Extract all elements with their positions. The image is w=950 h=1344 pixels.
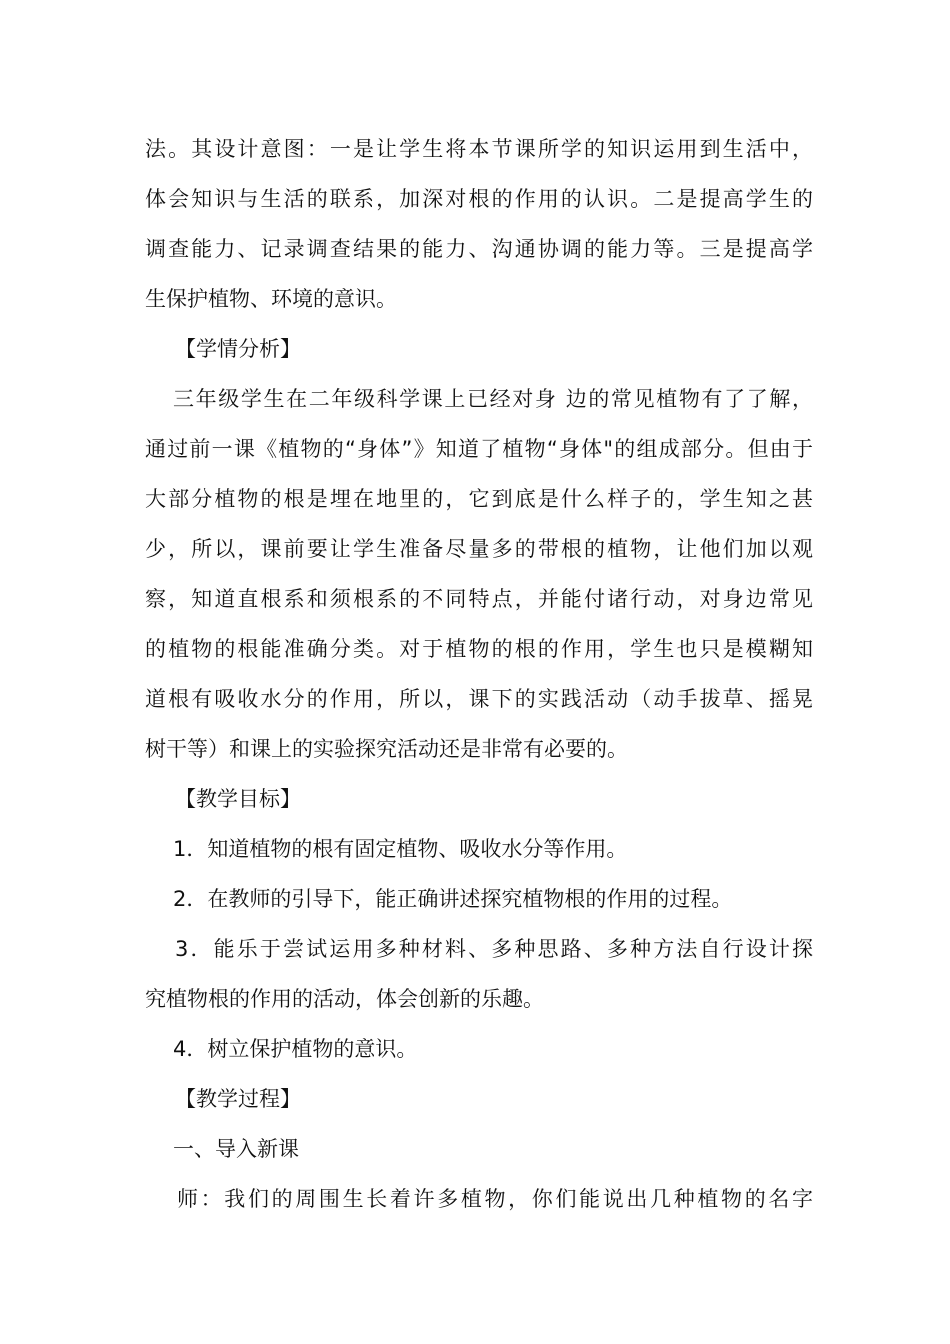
goal-item-4: 4．树立保护植物的意识。 bbox=[173, 1037, 418, 1061]
goal-item-1: 1．知道植物的根有固定植物、吸收水分等作用。 bbox=[173, 837, 628, 861]
paragraph-line: 察，知道直根系和须根系的不同特点，并能付诸行动，对身边常见 bbox=[145, 587, 813, 611]
paragraph-line: 师：我们的周围生长着许多植物，你们能说出几种植物的名字 bbox=[177, 1187, 813, 1211]
paragraph-line: 调查能力、记录调查结果的能力、沟通协调的能力等。三是提高学 bbox=[145, 237, 813, 261]
goal-item-3: 3．能乐于尝试运用多种材料、多种思路、多种方法自行设计探 bbox=[175, 937, 813, 961]
paragraph-line: 生保护植物、环境的意识。 bbox=[145, 287, 397, 311]
paragraph-line: 体会知识与生活的联系，加深对根的作用的认识。二是提高学生的 bbox=[145, 187, 813, 211]
paragraph-line: 大部分植物的根是埋在地里的，它到底是什么样子的，学生知之甚 bbox=[145, 487, 813, 511]
goal-item-2: 2．在教师的引导下，能正确讲述探究植物根的作用的过程。 bbox=[173, 887, 733, 911]
section-heading-teaching-goals: 【教学目标】 bbox=[175, 787, 301, 811]
subsection-heading-introduction: 一、导入新课 bbox=[173, 1137, 299, 1161]
section-heading-learning-analysis: 【学情分析】 bbox=[175, 337, 301, 361]
paragraph-line: 通过前一课《植物的“身体”》知道了植物“身体"的组成部分。但由于 bbox=[145, 437, 813, 461]
paragraph-line: 的植物的根能准确分类。对于植物的根的作用，学生也只是模糊知 bbox=[145, 637, 813, 661]
paragraph-line: 树干等）和课上的实验探究活动还是非常有必要的。 bbox=[145, 737, 628, 761]
paragraph-line: 少，所以，课前要让学生准备尽量多的带根的植物，让他们加以观 bbox=[145, 537, 813, 561]
paragraph-line: 三年级学生在二年级科学课上已经对身 边的常见植物有了了解， bbox=[173, 387, 813, 411]
paragraph-line: 法。其设计意图：一是让学生将本节课所学的知识运用到生活中， bbox=[145, 137, 813, 161]
section-heading-teaching-process: 【教学过程】 bbox=[175, 1087, 301, 1111]
goal-item-3-continued: 究植物根的作用的活动，体会创新的乐趣。 bbox=[145, 987, 544, 1011]
paragraph-line: 道根有吸收水分的作用，所以，课下的实践活动（动手拔草、摇晃 bbox=[145, 687, 813, 711]
